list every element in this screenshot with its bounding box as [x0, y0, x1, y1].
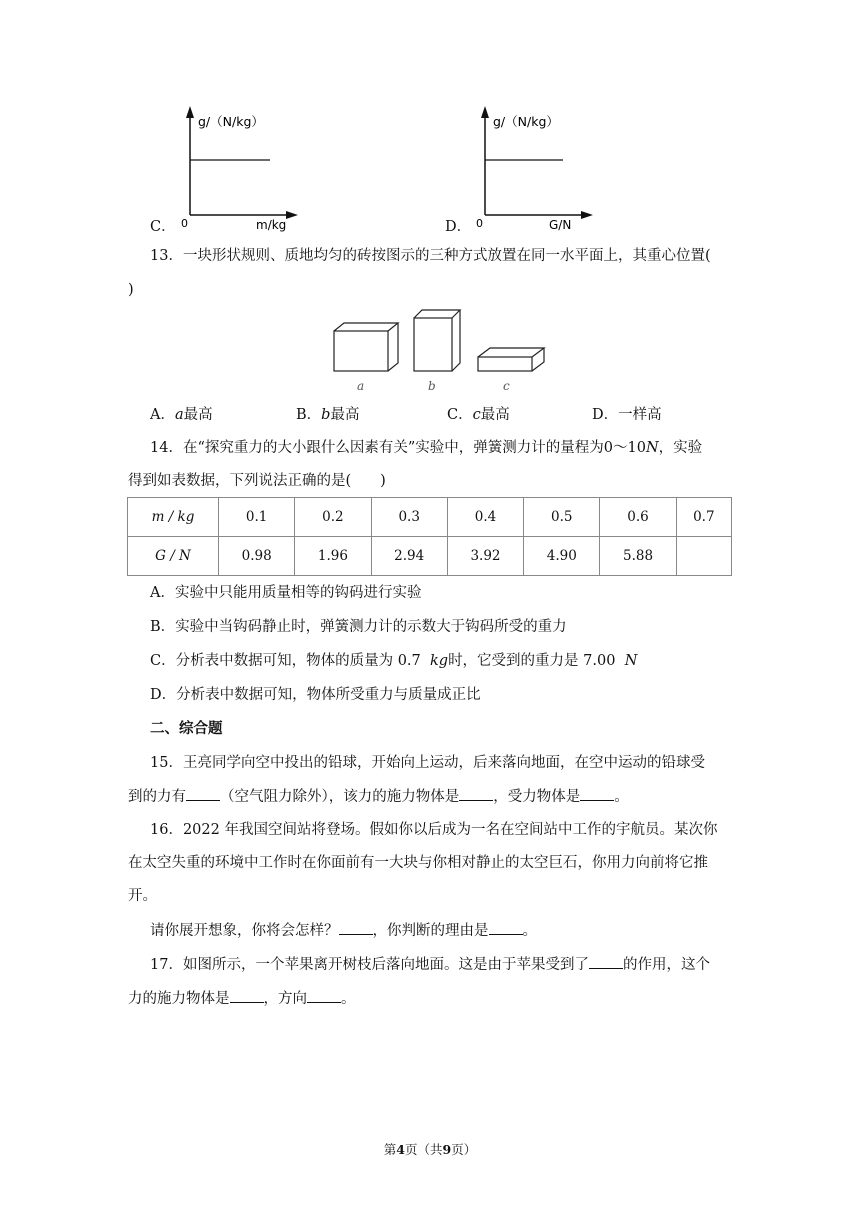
q17-line1: 17．如图所示，一个苹果离开树枝后落向地面。这是由于苹果受到了 的作用，这个 [150, 954, 710, 975]
table-cell: 0.6 [600, 498, 676, 537]
table-cell: 1.96 [295, 537, 371, 576]
q16-line1: 16．2022 年我国空间站将登场。假如你以后成为一名在空间站中工作的宇航员。某次你 [150, 822, 718, 838]
answer-blank[interactable] [459, 786, 493, 801]
q13-option-a: A．a最高 [150, 407, 213, 423]
graph-c-y-arrow [186, 106, 194, 118]
graph-d-origin: 0 [476, 217, 483, 230]
brick-figure-svg [320, 305, 560, 377]
graph-d [445, 100, 625, 240]
q14-option-b: B．实验中当钩码静止时，弹簧测力计的示数大于钩码所受的重力 [150, 619, 567, 635]
table-cell: 4.90 [524, 537, 600, 576]
table-cell: 0.4 [447, 498, 523, 537]
brick-b [414, 310, 460, 371]
graph-c-x-arrow [286, 211, 298, 219]
graph-d-ylabel: g/（N/kg） [493, 114, 559, 129]
answer-blank[interactable] [230, 988, 264, 1003]
graph-c-origin: 0 [181, 217, 188, 230]
brick-c [478, 348, 544, 371]
answer-blank[interactable] [589, 954, 623, 969]
q14-option-d: D．分析表中数据可知，物体所受重力与质量成正比 [150, 687, 481, 703]
table-cell: 2.94 [371, 537, 447, 576]
graph-d-option: D． [445, 219, 472, 235]
q14-stem-line1: 14．在“探究重力的大小跟什么因素有关”实验中，弹簧测力计的量程为0～10N，实验 [150, 440, 703, 456]
table-row-header: G / N [128, 537, 219, 576]
table-cell: 5.88 [600, 537, 676, 576]
graph-c-option: C． [150, 219, 176, 235]
brick-label-c: c [503, 379, 510, 393]
q13-option-b: B．b最高 [296, 407, 360, 423]
q13-stem-line2: ) [128, 282, 134, 298]
table-cell: 0.1 [219, 498, 295, 537]
table-row-header: m / kg [128, 498, 219, 537]
brick-a [334, 323, 398, 371]
answer-blank[interactable] [580, 786, 614, 801]
q14-option-c: C．分析表中数据可知，物体的质量为 0.7 kg时，它受到的重力是 7.00 N [150, 653, 638, 669]
brick-label-b: b [428, 379, 436, 393]
q13-option-c: C．c最高 [447, 407, 510, 423]
page-number: 4 [396, 1142, 405, 1157]
graph-d-xlabel: G/N [549, 218, 572, 232]
table-cell [676, 537, 731, 576]
table-cell: 3.92 [447, 537, 523, 576]
brick-figure [320, 305, 560, 377]
q16-line3: 开。 [128, 888, 157, 904]
q14-data-table [127, 497, 732, 576]
table-cell: 0.5 [524, 498, 600, 537]
graph-d-svg [445, 100, 625, 240]
brick-label-a: a [357, 379, 365, 393]
graph-c-ylabel: g/（N/kg） [198, 114, 264, 129]
page-total: 9 [442, 1142, 452, 1157]
q17-line2: 力的施力物体是 ，方向 。 [128, 988, 356, 1009]
table-cell: 0.2 [295, 498, 371, 537]
q14-stem-line2: 得到如表数据，下列说法正确的是( ) [128, 473, 386, 489]
graph-d-x-arrow [581, 211, 593, 219]
table-row [128, 498, 732, 537]
answer-blank[interactable] [186, 786, 220, 801]
table-cell: 0.7 [676, 498, 731, 537]
section-heading: 二、综合题 [150, 720, 223, 737]
q15-line2: 到的力有 （空气阻力除外），该力的施力物体是 ，受力物体是 。 [128, 786, 629, 807]
graph-d-y-arrow [481, 106, 489, 118]
q13-stem-line1: 13．一块形状规则、质地均匀的砖按图示的三种方式放置在同一水平面上，其重心位置( [150, 248, 711, 264]
table-row [128, 537, 732, 576]
table-cell: 0.98 [219, 537, 295, 576]
graph-c-svg [150, 100, 330, 240]
graph-c [150, 100, 330, 240]
q16-line4: 请你展开想象，你将会怎样？ ，你判断的理由是 。 [150, 920, 537, 941]
q16-line2: 在太空失重的环境中工作时在你面前有一大块与你相对静止的太空巨石，你用力向前将它推 [128, 855, 708, 871]
q14-option-a: A．实验中只能用质量相等的钩码进行实验 [150, 585, 422, 601]
answer-blank[interactable] [489, 920, 523, 935]
page-footer: 第4页（共9页） [383, 1142, 477, 1157]
answer-blank[interactable] [339, 920, 373, 935]
answer-blank[interactable] [307, 988, 341, 1003]
q15-line1: 15．王亮同学向空中投出的铅球，开始向上运动，后来落向地面，在空中运动的铅球受 [150, 755, 705, 771]
graph-c-xlabel: m/kg [256, 218, 287, 232]
q13-option-d: D．一样高 [592, 407, 662, 423]
table-cell: 0.3 [371, 498, 447, 537]
